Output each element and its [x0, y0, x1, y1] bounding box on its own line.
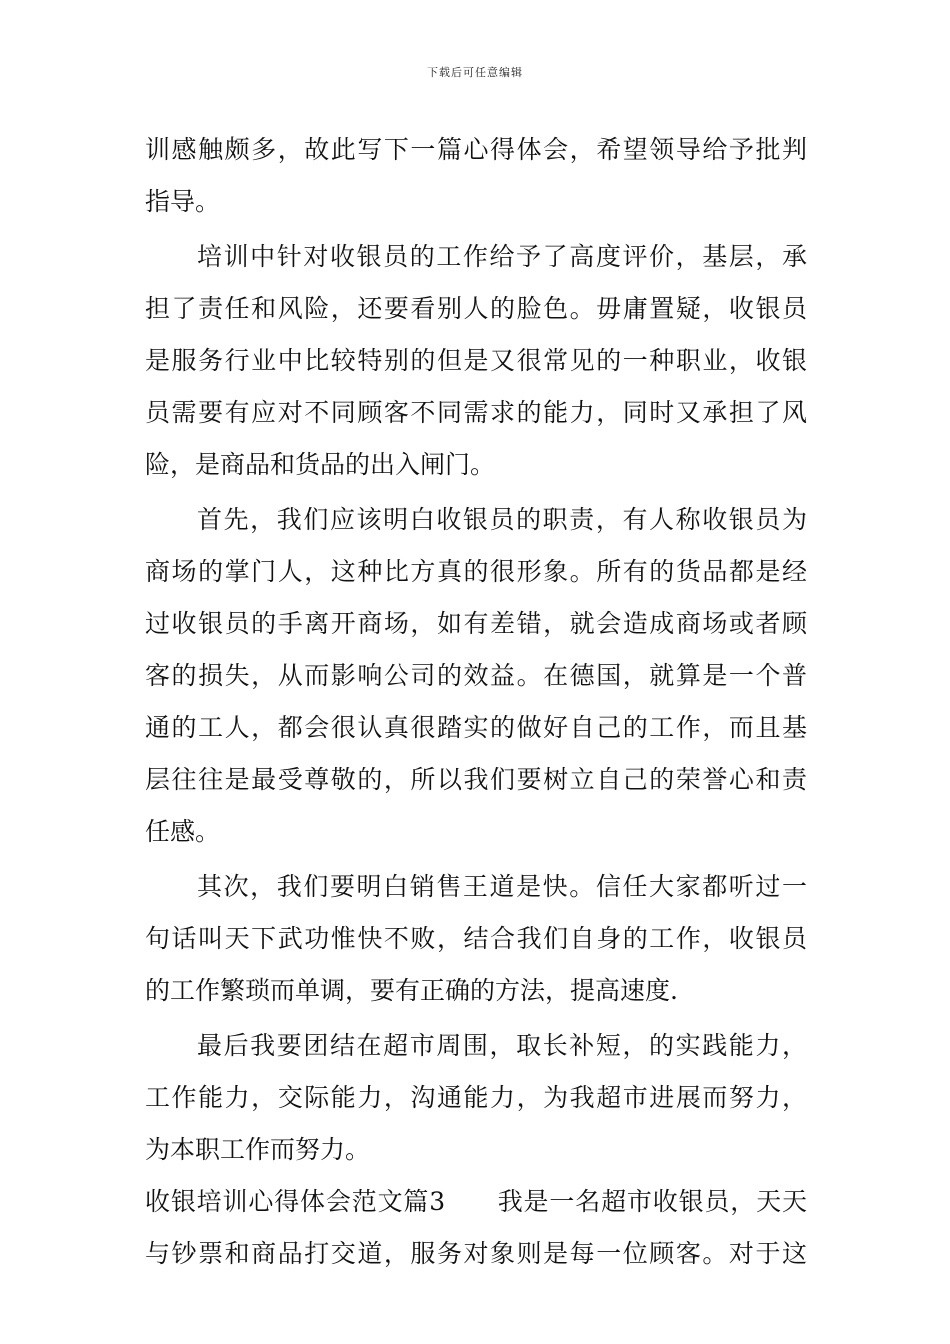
paragraph-first-line: 培训中针对收银员的工作给予了高度评价，基层，承 — [197, 242, 807, 271]
text-line: 层往往是最受尊敬的，所以我们要树立自己的荣誉心和责 — [145, 765, 807, 794]
text-line: 通的工人，都会很认真很踏实的做好自己的工作，而且基 — [145, 713, 807, 742]
text-line: 商场的掌门人，这种比方真的很形象。所有的货品都是经 — [145, 557, 807, 586]
paragraph-first-line: 最后我要团结在超市周围，取长补短，的实践能力， — [197, 1031, 807, 1060]
section-heading-line: 收银培训心得体会范文篇3 我是一名超市收银员，天天 — [145, 1187, 807, 1216]
text-line: 为本职工作而努力。 — [145, 1135, 371, 1164]
text-line: 员需要有应对不同顾客不同需求的能力，同时又承担了风 — [145, 398, 807, 427]
text-line: 指导。 — [145, 187, 221, 216]
text-line: 险，是商品和货品的出入闸门。 — [145, 450, 496, 479]
header-note: 下载后可任意编辑 — [427, 66, 523, 79]
text-line: 训感触颇多，故此写下一篇心得体会，希望领导给予批判 — [145, 135, 807, 164]
paragraph-first-line: 首先，我们应该明白收银员的职责，有人称收银员为 — [197, 505, 807, 534]
body-text — [145, 124, 807, 1280]
text-line: 与钞票和商品打交道，服务对象则是每一位顾客。对于这 — [145, 1239, 807, 1268]
text-line: 句话叫天下武功惟快不败，结合我们自身的工作，收银员 — [145, 924, 807, 953]
text-line: 的工作繁琐而单调，要有正确的方法，提高速度. — [145, 976, 678, 1005]
text-line: 工作能力，交际能力，沟通能力，为我超市进展而努力， — [145, 1083, 807, 1112]
text-line: 任感。 — [145, 817, 221, 846]
text-line: 过收银员的手离开商场，如有差错，就会造成商场或者顾 — [145, 609, 807, 638]
text-line: 担了责任和风险，还要看别人的脸色。毋庸置疑，收银员 — [145, 294, 807, 323]
text-line: 是服务行业中比较特别的但是又很常见的一种职业，收银 — [145, 346, 807, 375]
text-line: 客的损失，从而影响公司的效益。在德国，就算是一个普 — [145, 661, 807, 690]
paragraph-first-line: 其次，我们要明白销售王道是快。信任大家都听过一 — [197, 872, 807, 901]
